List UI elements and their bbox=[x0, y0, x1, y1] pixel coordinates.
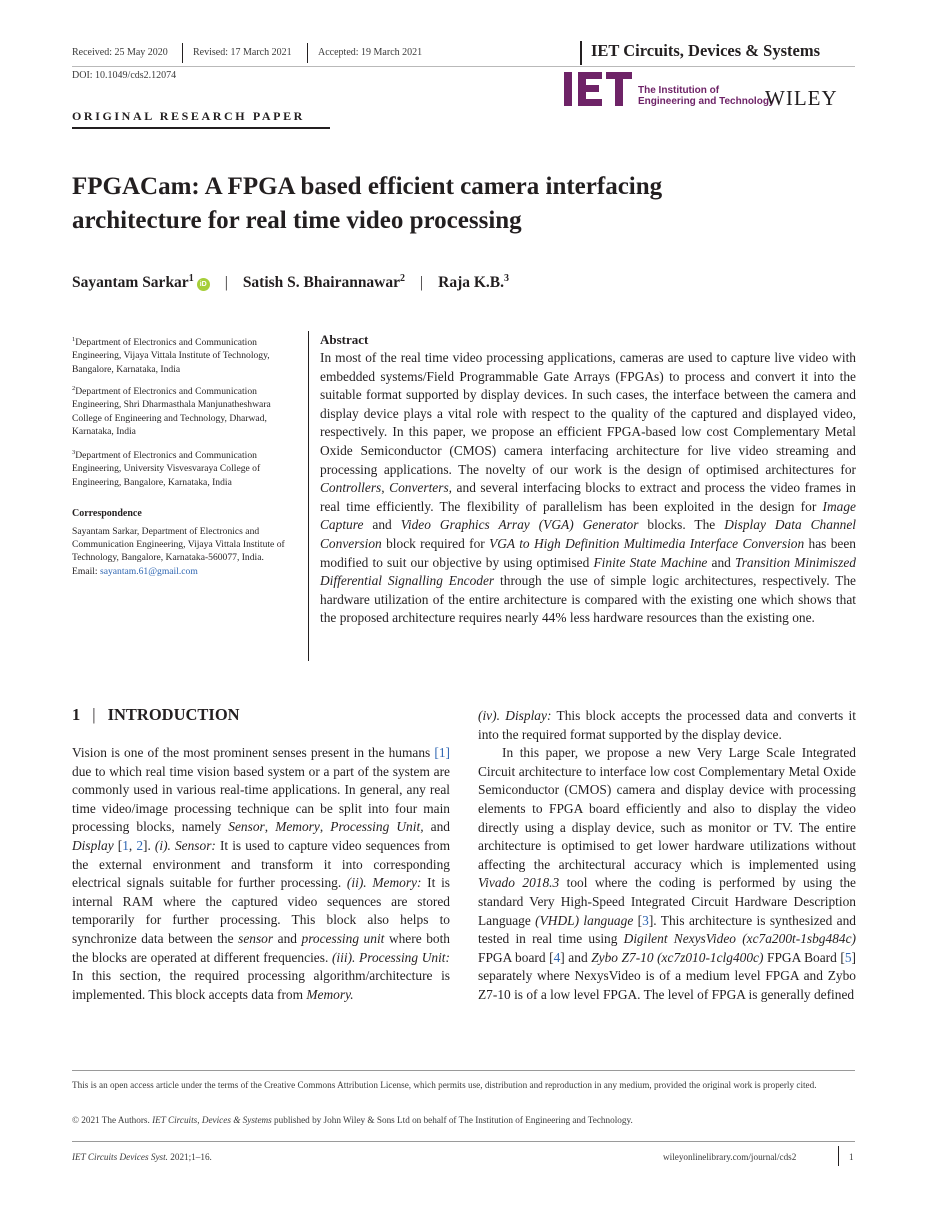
author-name-3[interactable]: Raja K.B. bbox=[438, 274, 504, 292]
copyright-notice: © 2021 The Authors. IET Circuits, Devices & Systems published by John Wiley & Sons Ltd on behalf of The Institution of Engineering and Technology. bbox=[72, 1115, 633, 1125]
journal-name: IET Circuits, Devices & Systems bbox=[591, 41, 821, 60]
citation-link[interactable]: 2 bbox=[136, 837, 144, 853]
title-line-1: FPGACam: A FPGA based efficient camera interfacing bbox=[72, 173, 663, 200]
author-sup-2: 2 bbox=[400, 273, 406, 284]
citation-link[interactable]: 1 bbox=[122, 837, 129, 853]
section-heading: 1 | INTRODUCTION bbox=[72, 705, 240, 724]
author-list: Sayantam Sarkar$^1$iD | Satish S. Bhairannawar$^2$ | Raja K.B.$^3$ bbox=[72, 273, 509, 292]
paper-title bbox=[72, 170, 852, 238]
journal-url[interactable]: wileyonlinelibrary.com/journal/cds2 bbox=[663, 1152, 797, 1162]
iet-logo bbox=[564, 72, 634, 107]
affiliation-1 bbox=[72, 333, 296, 376]
intro-left-column: Vision is one of the most prominent senses present in the humans [1] due to which real time vision based system or a part of the system are commonly used in various real-time applications. In general, any real time video/image processing technique can be split into four main processing blocks, namely Sensor, Memory, Processing Unit, and Display [1, 2]. (i). Sensor: It is used to capture video sequences from the external environment and transform it into corresponding electrical signals suitable for further processing. (ii). Memory: It is internal RAM where the captured video sequences are stored temporarily for further processing. This block also helps to synchronize data between the sensor and processing unit where both the blocks are operated at different frequencies. (iii). Processing Unit: In this section, the required processing algorithm/architecture is implemented. This block accepts data from Memory. bbox=[72, 745, 450, 1002]
page-number: 1 bbox=[849, 1152, 854, 1162]
correspondence-address: Sayantam Sarkar, Department of Electronics and Communication Engineering, Vijaya Vittala Institute of Technology, Bangalore, Karnataka-560077, India. bbox=[72, 526, 285, 564]
affiliation-2-sup: 2 bbox=[72, 385, 76, 392]
affiliation-3-sup: 3 bbox=[72, 449, 76, 456]
orcid-icon[interactable]: iD bbox=[197, 278, 210, 291]
intro-right-column: (iv). Display: This block accepts the processed data and converts it into the required format supported by the display device. In this paper, we propose a new Very Large Scale Integrated Circuit architecture to interface low cost Complementary Metal Oxide Semiconductor (CMOS) camera and display device with processing elements to FPGA board efficiently and also to display the video directly using a display device, such as monitor or TV. The entire architecture is optimised to get lower hardware utilizations without affecting the architectural accuracy which is implemented using Vivado 2018.3 tool where the coding is performed by using the standard Very High-Speed Integrated Circuit Hardware Description Language (VHDL) language [3]. This architecture is synthesized and tested in real time using Digilent NexysVideo (xc7a200t-1sbg484c) FPGA board [4] and Zybo Z7-10 (xc7z010-1clg400c) FPGA Board [5] separately where NexysVideo is of a medium level FPGA and Zybo Z7-10 is of a low level FPGA. The level of FPGA is generally defined bbox=[478, 708, 857, 1002]
section-title: INTRODUCTION bbox=[107, 705, 240, 724]
author-name-1[interactable]: Sayantam Sarkar bbox=[72, 274, 189, 292]
revised-date: Revised: 17 March 2021 bbox=[193, 47, 292, 58]
affiliation-1-sup: 1 bbox=[72, 336, 76, 343]
paper-type: ORIGINAL RESEARCH PAPER bbox=[72, 109, 305, 123]
abstract-body: In most of the real time video processing applications, cameras are used to capture live video with embedded systems/Field Programmable Gate Arrays (FPGAs) to process and convert it into the suitable format supported by display devices. In such cases, the interface between the camera and display device plays a vital role with respect to the quality of the captured and displayed video, respectively. In this paper, we propose an efficient FPGA-based low cost Complementary Metal Oxide Semiconductor (CMOS) camera interfacing architecture for live video streaming and processing applications. The novelty of our work is the design of optimised architectures for Controllers, Converters, and several interfacing blocks to extract and process the video frames in real time efficiently. The flexibility of parallelism has been exploited in the design for Image Capture and Video Graphics Array (VGA) Generator blocks. The Display Data Channel Conversion block required for VGA to High Definition Multimedia Interface Conversion has been modified to suit our objective by using optimised Finite State Machine and Transition Minimiszed Differential Signalling Encoder through the use of simple logic architectures, respectively. The hardware utilization of the entire architecture is compared with the existing one which shows that the proposed architecture requires nearly 44% less hardware resources than the existing one. bbox=[320, 350, 857, 626]
citation-link[interactable]: 4 bbox=[553, 949, 561, 965]
affiliation-3 bbox=[72, 446, 296, 489]
correspondence-text bbox=[72, 525, 298, 578]
accepted-date: Accepted: 19 March 2021 bbox=[318, 47, 423, 58]
iet-name-line2: Engineering and Technology bbox=[638, 95, 775, 107]
doi[interactable]: DOI: 10.1049/cds2.12074 bbox=[72, 70, 177, 81]
author-sup-3: 3 bbox=[504, 273, 509, 284]
citation-link[interactable]: 3 bbox=[642, 912, 649, 928]
affiliation-3-text: Department of Electronics and Communication Engineering, University Visvesvaraya College of Engineering, Bangalore, Karnataka, India bbox=[72, 450, 261, 488]
email-label: Email: bbox=[72, 565, 98, 577]
citation-link[interactable]: 5 bbox=[844, 949, 852, 965]
email-link[interactable]: sayantam.61@gmail.com bbox=[99, 565, 198, 577]
title-line-2: architecture for real time video processing bbox=[72, 207, 522, 234]
iet-name-line1: The Institution of bbox=[638, 85, 720, 96]
license-notice: This is an open access article under the terms of the Creative Commons Attribution License, which permits use, distribution and reproduction in any medium, provided the original work is properly cited. bbox=[72, 1080, 817, 1090]
section-number: 1 bbox=[72, 705, 81, 724]
affiliation-2-text: Department of Electronics and Communication Engineering, Shri Dharmasthala Manjunatheshwara College of Engineering and Technology, Dharwad, Karnataka, India bbox=[72, 386, 271, 437]
wiley-logo: WILEY bbox=[765, 86, 838, 110]
author-name-2[interactable]: Satish S. Bhairannawar bbox=[242, 274, 401, 292]
citation-link[interactable]: [1] bbox=[434, 745, 450, 760]
iet-name bbox=[638, 86, 775, 107]
affiliation-2 bbox=[72, 382, 296, 438]
citation-line: IET Circuits Devices Syst. 2021;1–16. bbox=[72, 1152, 212, 1162]
abstract-heading: Abstract bbox=[320, 332, 369, 347]
affiliation-1-text: Department of Electronics and Communication Engineering, Vijaya Vittala Institute of Technology, Bangalore, Karnataka, India bbox=[72, 337, 270, 375]
received-date: Received: 25 May 2020 bbox=[72, 47, 168, 58]
author-sup-1: 1 bbox=[188, 273, 194, 284]
correspondence-heading: Correspondence bbox=[72, 508, 142, 519]
